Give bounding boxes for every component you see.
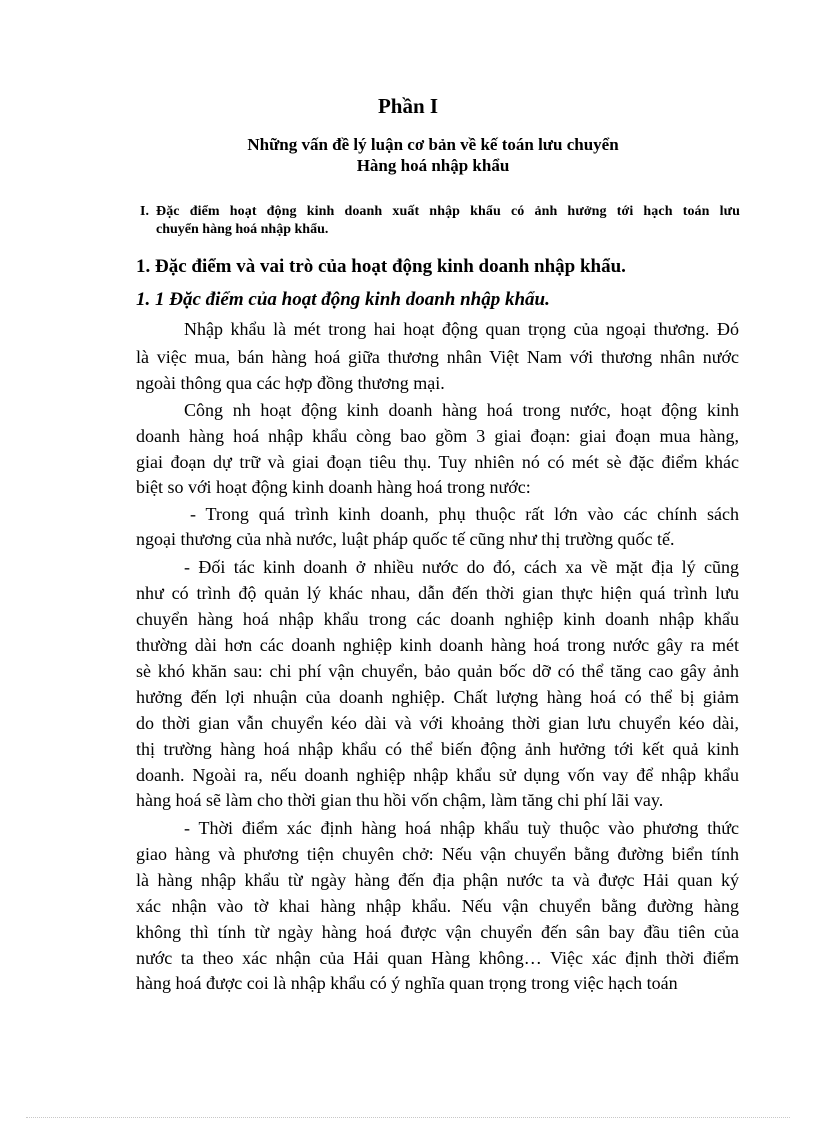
chapter-title-line: Những vấn đề lý luận cơ bản về kế toán lưu chuyển: [247, 135, 619, 154]
body-line: chuyển hàng hoá nhập khẩu trong các doanh nghiệp kinh doanh nhập khẩu: [136, 609, 739, 629]
part-title: Phần I: [377, 94, 439, 118]
section-number: I.: [140, 204, 149, 219]
body-line: là việc mua, bán hàng hoá giữa thương nhân Việt Nam với thương nhân nước: [136, 347, 739, 367]
body-line: - Trong quá trình kinh doanh, phụ thuộc rất lớn vào các chính sách: [190, 504, 739, 524]
body-line: hàng hoá được coi là nhập khẩu có ý nghĩa quan trọng trong việc hạch toán: [136, 973, 678, 993]
body-line: ngoại thương của nhà nước, luật pháp quốc tế cũng như thị trường quốc tế.: [136, 529, 675, 549]
page-bottom-rule: [26, 1117, 790, 1118]
body-line: giao hàng và phương tiện chuyên chở: Nếu vận chuyển bằng đường biển tính: [136, 844, 739, 864]
body-line: ngoài thông qua các hợp đồng thương mại.: [136, 373, 445, 393]
body-line: doanh. Ngoài ra, nếu doanh nghiệp nhập khẩu sử dụng vốn vay để nhập khẩu: [136, 765, 739, 785]
body-line: Nhập khẩu là mét trong hai hoạt động quan trọng của ngoại thương. Đó: [184, 319, 739, 339]
body-line: giai đoạn dự trữ và giai đoạn tiêu thụ. Tuy nhiên nó có mét sè đặc điểm khác: [136, 452, 739, 472]
body-line: hưởng đến lợi nhuận của doanh nghiệp. Chất lượng hàng hoá có thể bị giảm: [136, 687, 739, 707]
body-line: thường dài hơn các doanh nghiệp kinh doanh hàng hoá trong nước gây ra mét: [136, 635, 739, 655]
body-line: do thời gian vẫn chuyển kéo dài và với khoảng thời gian lưu chuyển kéo dài,: [136, 713, 739, 733]
chapter-title: [0, 134, 816, 176]
body-line: doanh hàng hoá nhập khẩu còng bao gồm 3 giai đoạn: giai đoạn mua hàng,: [136, 426, 739, 446]
body-line: không thì tính từ ngày hàng hoá được vận chuyển đến sân bay đầu tiên của: [136, 922, 739, 942]
body-line: hàng hoá sẽ làm cho thời gian thu hồi vốn chậm, làm tăng chi phí lãi vay.: [136, 790, 664, 810]
body-line: Công nh hoạt động kinh doanh hàng hoá trong nước, hoạt động kinh: [184, 400, 739, 420]
body-line: biệt so với hoạt động kinh doanh hàng hoá trong nước:: [136, 477, 531, 497]
section-heading-line: Đặc điểm hoạt động kinh doanh xuất nhập khẩu có ảnh hưởng tới hạch toán lưu: [156, 204, 740, 219]
body-line: là hàng nhập khẩu từ ngày hàng đến địa phận nước ta và được Hải quan ký: [136, 870, 739, 890]
body-line: như có trình độ quản lý khác nhau, dẫn đến thời gian thực hiện quá trình lưu: [136, 583, 739, 603]
heading-1-1: 1. 1 Đặc điểm của hoạt động kinh doanh nhập khẩu.: [136, 289, 550, 310]
body-line: - Đối tác kinh doanh ở nhiều nước do đó, cách xa về mặt địa lý cũng: [184, 557, 739, 577]
body-line: thị trường hàng hoá nhập khẩu có thể biến động ảnh hưởng tới kết quả kinh: [136, 739, 739, 759]
body-line: sè khó khăn sau: chi phí vận chuyển, bảo quản bốc dỡ có thể tăng cao gây ảnh: [136, 661, 739, 681]
chapter-title-line: Hàng hoá nhập khẩu: [356, 156, 510, 175]
heading-1: 1. Đặc điểm và vai trò của hoạt động kinh doanh nhập khẩu.: [136, 256, 626, 277]
body-line: xác nhận vào tờ khai hàng nhập khẩu. Nếu vận chuyển bằng đường hàng: [136, 896, 739, 916]
section-heading-line: chuyển hàng hoá nhập khẩu.: [156, 222, 329, 237]
body-line: - Thời điểm xác định hàng hoá nhập khẩu tuỳ thuộc vào phương thức: [184, 818, 739, 838]
body-line: nước ta theo xác nhận của Hải quan Hàng không… Việc xác định thời điểm: [136, 948, 739, 968]
